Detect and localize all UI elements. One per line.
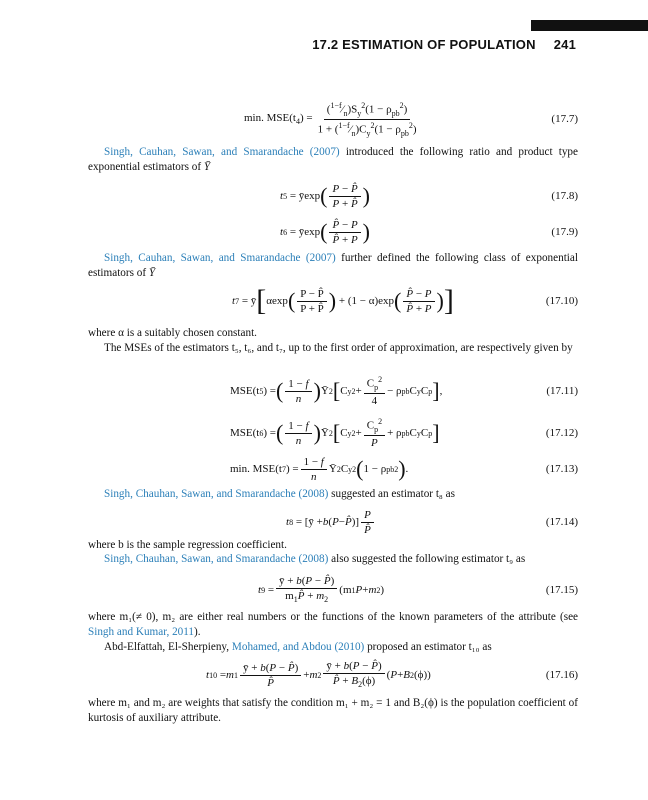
paragraph: where α is a suitably chosen constant. — [88, 327, 257, 339]
citation-link[interactable]: Singh, Chauhan, Sawan, and Smarandache (2008) — [104, 553, 329, 565]
paragraph: where m₁(≠ 0), m₂ are either real numbers or the functions of the known parameters of the attribute (see Singh and Kumar, 2011). — [88, 611, 578, 638]
paragraph: Singh, Cauhan, Sawan, and Smarandache (2007) further defined the following class of exponential estimators of Ȳ — [88, 252, 578, 279]
equation-17-11: MSE(t 5 ) = ( $\frac{1 - f}{n}$ ) Ȳ 2 [ C y 2 + $\frac{C_p^2}{4}$ − ρ pb C y C p ] , (17.11) — [230, 375, 578, 407]
equation-17-13: min. MSE(t 7 ) = $\frac{1 - f}{n}$ Ȳ 2 C y 2 ( 1 − ρ pb 2 ) . (17.13) — [230, 455, 578, 483]
paragraph: where b is the sample regression coefficient. — [88, 539, 287, 551]
section-title: 17.2 ESTIMATION OF POPULATION — [312, 37, 536, 52]
equation-number: (17.13) — [545, 463, 578, 475]
paragraph: The MSEs of the estimators t₅, t₆, and t₇, up to the first order of approximation, are respectively given by — [104, 342, 573, 354]
running-header — [0, 37, 576, 52]
equation-number: (17.16) — [545, 669, 578, 681]
equation-17-9: t 6 = ȳexp ( $\frac{P̂ - P}{P̂ + P}$ ) (17.9) — [280, 218, 578, 246]
eq-lhs: min. $MSE(t_4)$ = — [244, 111, 313, 127]
eq-fraction: $\frac{(^{1-f}⁄_n)S_y^2(1 - \rho_{pb}^2)}{1 + (^{1-f}⁄_n)C_y^2(1 - \rho_{pb}^2)}$ — [317, 100, 417, 138]
equation-number: (17.7) — [551, 113, 578, 125]
paragraph: Singh, Chauhan, Sawan, and Smarandache (2008) also suggested the following estimator t₉ as — [104, 553, 526, 565]
paragraph: Abd-Elfattah, El-Sherpieny, Mohamed, and Abdou (2010) proposed an estimator t₁₀ as — [104, 641, 492, 653]
equation-17-12: MSE(t 6 ) = ( $\frac{1 - f}{n}$ ) Ȳ 2 [ C y 2 + $\frac{C_p^2}{P}$ + ρ pb C y C p ] (17.12) — [230, 417, 578, 449]
equation-number: (17.10) — [545, 295, 578, 307]
equation-17-16: t 10 = m 1 $\frac{ȳ + b(P - P̂)}{P̂}$ + m 2 $\frac{ȳ + b(P - P̂)}{P̂ + B_2(\phi)}$ ( P + B 2 (ϕ)) (17.16) — [206, 660, 578, 690]
equation-number: (17.15) — [545, 584, 578, 596]
page-number: 241 — [553, 37, 576, 52]
equation-17-7 — [88, 96, 578, 142]
paragraph: Singh, Cauhan, Sawan, and Smarandache (2007) introduced the following ratio and product type exponential estimators of Ȳ — [88, 146, 578, 173]
equation-number: (17.11) — [546, 385, 578, 397]
equation-number: (17.9) — [551, 226, 578, 238]
citation-link[interactable]: Singh, Cauhan, Sawan, and Smarandache (2007) — [104, 252, 336, 264]
paragraph: where m₁ and m₂ are weights that satisfy the condition m₁ + m₂ = 1 and B₂(ϕ) is the population coefficient of kurtosis of auxiliary attribute. — [88, 697, 578, 724]
paragraph: Singh, Chauhan, Sawan, and Smarandache (2008) suggested an estimator t₈ as — [104, 488, 455, 500]
equation-17-14: t 8 = [ȳ + b ( P − P̂ )] $\frac{P}{P̂}$ (17.14) — [286, 508, 578, 536]
equation-17-15: t 9 = $\frac{ȳ + b(P - P̂)}{m_1P̂ + m_2}$ (m 1 P + m 2 ) (17.15) — [258, 575, 578, 605]
equation-number: (17.14) — [545, 516, 578, 528]
equation-number: (17.8) — [551, 190, 578, 202]
equation-17-10: t 7 = ȳ [ αexp ( $\frac{P - P̂}{P + P̂}$ ) + (1 − α)exp ( $\frac{P̂ - P}{P̂ + P}$ ) ] (17.10) — [232, 284, 578, 317]
citation-link[interactable]: Singh and Kumar, 2011 — [88, 626, 195, 638]
citation-link[interactable]: Singh, Chauhan, Sawan, and Smarandache (2008) — [104, 488, 329, 500]
header-bar-decoration — [531, 20, 648, 31]
equation-17-8: t 5 = ȳexp ( $\frac{P - P̂}{P + P̂}$ ) (17.8) — [280, 182, 578, 210]
citation-link[interactable]: Mohamed, and Abdou (2010) — [231, 641, 365, 653]
equation-number: (17.12) — [545, 427, 578, 439]
citation-link[interactable]: Singh, Cauhan, Sawan, and Smarandache (2007) — [104, 146, 340, 158]
